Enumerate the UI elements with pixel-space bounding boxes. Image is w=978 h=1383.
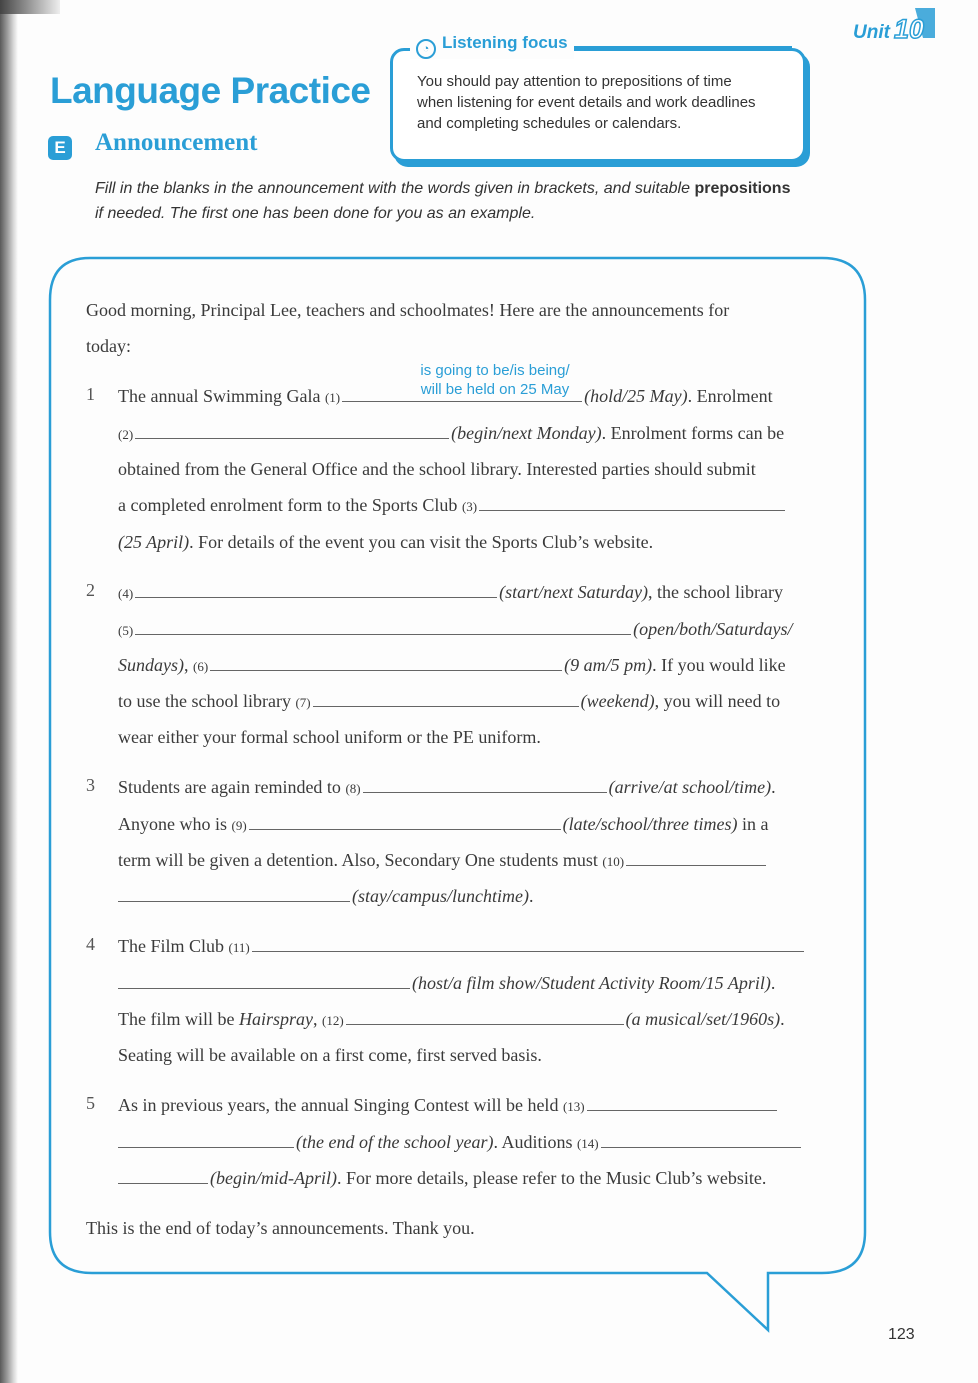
blank-10a[interactable] bbox=[626, 850, 766, 866]
instructions-part1: Fill in the blanks in the announcement with the words given in brackets, and suitable bbox=[95, 180, 691, 197]
blank-number: (9) bbox=[231, 818, 247, 833]
item5-line2 bbox=[118, 1130, 803, 1156]
blank-number: (12) bbox=[322, 1013, 344, 1028]
blank-13b[interactable] bbox=[118, 1132, 294, 1148]
focus-line-3: and completing schedules or calendars. bbox=[417, 115, 682, 132]
hint: (late/school/three times) bbox=[562, 814, 738, 834]
ear-icon: ◔ bbox=[416, 39, 436, 59]
hint: (a musical/set/1960s) bbox=[625, 1009, 781, 1029]
hint: (host/a film show/Student Activity Room/15 April) bbox=[412, 973, 771, 993]
hint: (open/both/Saturdays/ bbox=[633, 619, 793, 639]
hint: (9 am/5 pm) bbox=[564, 655, 653, 675]
greeting-line-1: Good morning, Principal Lee, teachers and schoolmates! Here are the announcements for bbox=[86, 300, 730, 320]
blank-number: (6) bbox=[193, 659, 209, 674]
text: The film will be bbox=[118, 1009, 235, 1029]
text: to use the school library bbox=[118, 691, 291, 711]
hint: (begin/next Monday) bbox=[451, 423, 602, 443]
text: . bbox=[780, 1009, 785, 1029]
unit-number: 10 bbox=[893, 14, 924, 44]
hint: (hold/25 May) bbox=[584, 386, 688, 406]
focus-line-2: when listening for event details and work deadlines bbox=[417, 94, 756, 111]
hint: (arrive/at school/time) bbox=[608, 777, 772, 797]
text: . bbox=[770, 973, 776, 993]
blank-number: (2) bbox=[118, 427, 134, 442]
item2-line4 bbox=[118, 689, 780, 715]
blank-number: (5) bbox=[118, 623, 134, 638]
example-answer-line-1: is going to be/is being/ bbox=[420, 362, 570, 379]
hint: (begin/mid-April) bbox=[210, 1168, 337, 1188]
item-number-2: 2 bbox=[86, 580, 95, 600]
item3-line4 bbox=[118, 884, 533, 908]
hint: Sundays) bbox=[118, 655, 184, 675]
item1-line4 bbox=[118, 493, 787, 519]
blank-number: (11) bbox=[228, 940, 250, 955]
item-number-4: 4 bbox=[86, 934, 95, 954]
text: Anyone who is bbox=[118, 814, 227, 834]
blank-1[interactable] bbox=[342, 386, 582, 402]
hint: (weekend) bbox=[580, 691, 655, 711]
text: . Enrolment forms can be bbox=[601, 423, 785, 443]
item4-line2 bbox=[118, 971, 775, 995]
item3-line2 bbox=[118, 812, 768, 838]
closing-line: This is the end of today’s announcements. Thank you. bbox=[86, 1218, 475, 1238]
instructions-part2: if needed. The first one has been done for you as an example. bbox=[95, 205, 536, 222]
hint: (the end of the school year) bbox=[296, 1132, 494, 1152]
listening-focus-title: Listening focus bbox=[442, 33, 568, 52]
blank-8[interactable] bbox=[363, 777, 607, 793]
blank-14a[interactable] bbox=[601, 1132, 801, 1148]
text: . For more details, please refer to the Music Club’s website. bbox=[336, 1168, 767, 1188]
blank-number: (10) bbox=[602, 854, 625, 869]
blank-number: (3) bbox=[461, 499, 478, 514]
blank-9[interactable] bbox=[249, 814, 561, 830]
text: . For details of the event you can visit the Sports Club’s website. bbox=[189, 532, 654, 552]
text: The Film Club bbox=[118, 936, 225, 956]
blank-10b[interactable] bbox=[118, 886, 350, 902]
text: , you will need to bbox=[654, 691, 781, 711]
item4-line4: Seating will be available on a first come, first served basis. bbox=[118, 1045, 542, 1065]
blank-12[interactable] bbox=[346, 1009, 624, 1025]
text: . bbox=[528, 886, 534, 906]
item1-line3: obtained from the General Office and the school library. Interested parties should submit bbox=[118, 459, 756, 479]
item1-line1 bbox=[118, 384, 773, 410]
text: The annual Swimming Gala bbox=[118, 386, 321, 406]
blank-number: (14) bbox=[576, 1136, 599, 1151]
item-number-5: 5 bbox=[86, 1093, 95, 1113]
item3-line3 bbox=[118, 848, 768, 874]
item2-line3 bbox=[118, 653, 786, 679]
text: . Enrolment bbox=[687, 386, 773, 406]
blank-11a[interactable] bbox=[252, 936, 804, 952]
text: term will be given a detention. Also, Secondary One students must bbox=[118, 850, 598, 870]
blank-number: (4) bbox=[118, 586, 134, 601]
blank-number: (1) bbox=[324, 390, 341, 405]
blank-number: (8) bbox=[345, 781, 361, 796]
item4-line3 bbox=[118, 1007, 785, 1033]
blank-14b[interactable] bbox=[118, 1168, 208, 1184]
text: , bbox=[184, 655, 189, 675]
text: a completed enrolment form to the Sports Club bbox=[118, 495, 458, 515]
item4-line1 bbox=[118, 934, 806, 960]
greeting-line-2: today: bbox=[86, 336, 131, 356]
hint: (25 April) bbox=[118, 532, 190, 552]
blank-2[interactable] bbox=[135, 423, 449, 439]
text: . Auditions bbox=[493, 1132, 573, 1152]
text: in a bbox=[737, 814, 769, 834]
item1-line2 bbox=[118, 421, 784, 447]
item5-line1 bbox=[118, 1093, 779, 1119]
text: As in previous years, the annual Singing Contest will be held bbox=[118, 1095, 559, 1115]
film-title: Hairspray bbox=[238, 1009, 313, 1029]
blank-number: (7) bbox=[295, 695, 311, 710]
page-title: Language Practice bbox=[50, 70, 371, 111]
blank-7[interactable] bbox=[313, 691, 579, 707]
item2-line2 bbox=[118, 617, 793, 643]
section-badge: E bbox=[48, 136, 72, 160]
hint: (stay/campus/lunchtime) bbox=[352, 886, 529, 906]
blank-3[interactable] bbox=[479, 495, 785, 511]
instructions-bold: prepositions bbox=[694, 180, 791, 197]
item-number-1: 1 bbox=[86, 384, 95, 404]
text: , the school library bbox=[647, 582, 783, 602]
text: . bbox=[771, 777, 776, 797]
item5-line3 bbox=[118, 1166, 766, 1190]
blank-11b[interactable] bbox=[118, 973, 410, 989]
item-number-3: 3 bbox=[86, 775, 95, 795]
blank-13a[interactable] bbox=[587, 1095, 777, 1111]
item3-line1 bbox=[118, 775, 776, 801]
unit-text: Unit bbox=[853, 22, 890, 43]
blank-number: (13) bbox=[562, 1099, 585, 1114]
section-title: Announcement bbox=[95, 129, 258, 156]
blank-6[interactable] bbox=[210, 655, 562, 671]
text: . If you would like bbox=[652, 655, 786, 675]
hint: (start/next Saturday) bbox=[499, 582, 648, 602]
blank-4[interactable] bbox=[135, 582, 497, 598]
text: , bbox=[313, 1009, 318, 1029]
example-answer-line-2: will be held on 25 May bbox=[420, 381, 570, 398]
blank-5[interactable] bbox=[135, 619, 631, 635]
item2-line1 bbox=[118, 580, 783, 606]
focus-line-1: You should pay attention to prepositions of time bbox=[417, 73, 732, 90]
page-number: 123 bbox=[888, 1326, 915, 1343]
item2-line5: wear either your formal school uniform or the PE uniform. bbox=[118, 727, 541, 747]
text: Students are again reminded to bbox=[118, 777, 341, 797]
item1-line5 bbox=[118, 530, 653, 554]
